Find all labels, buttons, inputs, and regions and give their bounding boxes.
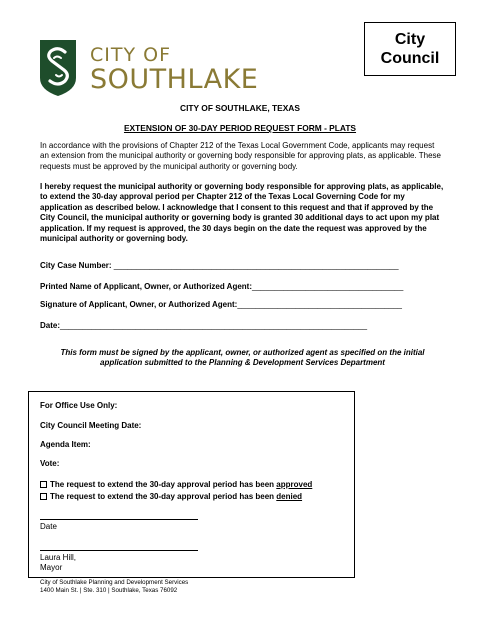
printed-name-line[interactable]: __________________________________ bbox=[252, 282, 404, 291]
denied-option[interactable] bbox=[40, 492, 302, 501]
signature-notice: This form must be signed by the applicant, owner, or authorized agent as specified on the initial application submitted to the Planning & Development Services Department bbox=[60, 348, 425, 368]
signer-title: Mayor bbox=[40, 563, 63, 572]
case-number-label: City Case Number: bbox=[40, 261, 112, 270]
org-title: CITY OF SOUTHLAKE, TEXAS bbox=[180, 103, 300, 113]
denied-text: The request to extend the 30-day approval period has been bbox=[50, 492, 277, 501]
mayor-signature-line[interactable] bbox=[40, 550, 198, 551]
office-date-label: Date bbox=[40, 522, 57, 531]
date-field[interactable] bbox=[40, 321, 367, 330]
intro-paragraph: In accordance with the provisions of Chapter 212 of the Texas Local Government Code, applicants may request an extension from the municipal authority or governing body responsible for approving plats, as applicable. These requests must be approved by the municipal authority or governing body. bbox=[40, 141, 441, 171]
agenda-item-label: Agenda Item: bbox=[40, 440, 91, 449]
printed-name-label: Printed Name of Applicant, Owner, or Authorized Agent: bbox=[40, 282, 253, 291]
case-number-field[interactable] bbox=[40, 261, 399, 270]
signer-name: Laura Hill, bbox=[40, 553, 77, 562]
approved-checkbox[interactable] bbox=[40, 481, 47, 488]
southlake-shield-icon bbox=[38, 38, 78, 98]
office-use-box bbox=[28, 391, 355, 578]
logo-city-of: CITY OF bbox=[90, 44, 172, 66]
office-date-line[interactable] bbox=[40, 519, 198, 520]
case-number-line[interactable]: ________________________________________________________________ bbox=[111, 261, 399, 270]
date-label: Date: bbox=[40, 321, 61, 330]
footer-address: 1400 Main St. | Ste. 310 | Southlake, Texas 76092 bbox=[40, 587, 178, 594]
date-line[interactable]: _____________________________________________________________________ bbox=[60, 321, 368, 330]
office-use-heading: For Office Use Only: bbox=[40, 401, 118, 410]
signature-line[interactable]: _____________________________________ bbox=[237, 300, 402, 309]
signature-field[interactable] bbox=[40, 300, 402, 309]
city-council-label: City Council bbox=[380, 31, 440, 67]
request-paragraph: I hereby request the municipal authority or governing body responsible for approving plats, as applicable, to extend the 30-day approval period per Chapter 212 of the Texas Local Governing Code for my application as described below. I acknowledge that I consent to this request and that if approved by the City Council, the municipal authority or governing body is granted 30 additional days to act upon my plat application. If my request is approved, the 30 days begin on the date the request was approved by the municipal authority or governing body. bbox=[40, 182, 444, 244]
city-logo bbox=[38, 38, 263, 98]
city-council-box bbox=[364, 22, 456, 76]
denied-checkbox[interactable] bbox=[40, 493, 47, 500]
approved-text: The request to extend the 30-day approval period has been bbox=[50, 480, 277, 489]
form-title bbox=[0, 123, 480, 133]
approved-option[interactable] bbox=[40, 480, 312, 489]
vote-label: Vote: bbox=[40, 459, 60, 468]
denied-word: denied bbox=[276, 492, 303, 501]
printed-name-field[interactable] bbox=[40, 282, 403, 291]
logo-southlake: SOUTHLAKE bbox=[90, 64, 259, 95]
meeting-date-label: City Council Meeting Date: bbox=[40, 421, 142, 430]
signature-label: Signature of Applicant, Owner, or Authorized Agent: bbox=[40, 300, 238, 309]
approved-word: approved bbox=[276, 480, 313, 489]
footer-department: City of Southlake Planning and Development Services bbox=[40, 579, 189, 586]
form-title-text: EXTENSION OF 30-DAY PERIOD REQUEST FORM - PLATS bbox=[123, 123, 357, 133]
